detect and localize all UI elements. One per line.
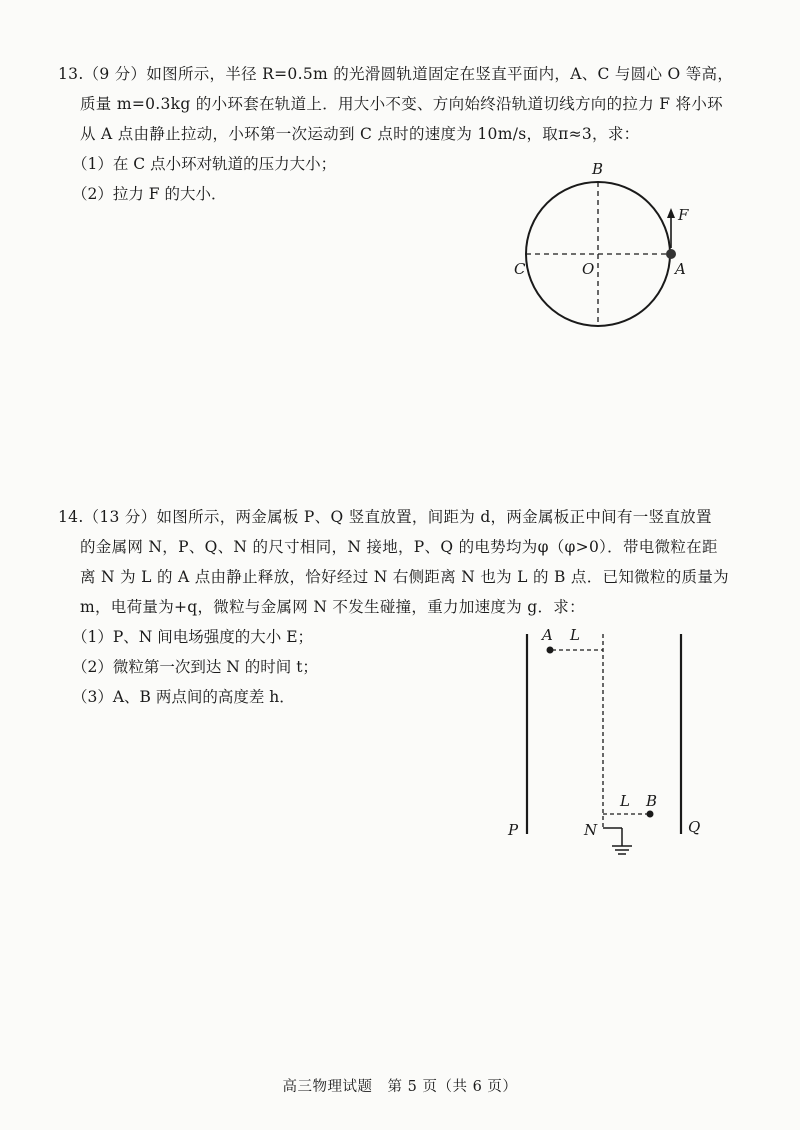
- label-B: B: [646, 792, 658, 810]
- ring-at-A: [666, 249, 676, 259]
- q13-stem-line-2: 质量 m=0.3kg 的小环套在轨道上．用大小不变、方向始终沿轨道切线方向的拉力 F 将小环: [80, 95, 723, 113]
- page-footer: 高三物理试题 第 5 页（共 6 页）: [282, 1079, 518, 1095]
- label-N: N: [584, 821, 598, 839]
- q14-subquestion-2: （2）微粒第一次到达 N 的时间 t；: [72, 658, 318, 676]
- label-A: A: [542, 626, 553, 644]
- label-C: C: [514, 260, 526, 278]
- q14-stem-line-3: 离 N 为 L 的 A 点由静止释放，恰好经过 N 右侧距离 N 也为 L 的 B 点．已知微粒的质量为: [80, 568, 729, 586]
- q14-plates-figure: [500, 620, 720, 870]
- q13-stem-line-3: 从 A 点由静止拉动，小环第一次运动到 C 点时的速度为 10m/s，取π≈3，求：: [80, 125, 640, 143]
- label-F: F: [678, 206, 689, 224]
- label-L-bottom: L: [620, 792, 630, 810]
- label-Q: Q: [688, 818, 701, 836]
- q13-subquestion-1: （1）在 C 点小环对轨道的压力大小；: [72, 155, 337, 173]
- label-O: O: [582, 260, 595, 278]
- q13-stem-line-1: 13.（9 分）如图所示，半径 R=0.5m 的光滑圆轨道固定在竖直平面内，A、C 与圆心 O 等高，: [58, 65, 734, 83]
- label-P: P: [508, 821, 519, 839]
- label-L-top: L: [570, 626, 580, 644]
- label-A: A: [675, 260, 686, 278]
- q14-stem-line-2: 的金属网 N，P、Q、N 的尺寸相同，N 接地，P、Q 的电势均为φ（φ>0）．带电微粒在距: [80, 538, 718, 556]
- q13-circle-track-figure: [500, 150, 710, 340]
- q14-subquestion-3: （3）A、B 两点间的高度差 h．: [72, 688, 295, 706]
- q13-subquestion-2: （2）拉力 F 的大小．: [72, 185, 227, 203]
- label-B: B: [592, 160, 604, 178]
- force-F-arrowhead: [667, 208, 675, 218]
- q14-stem-line-4: m，电荷量为+q，微粒与金属网 N 不发生碰撞，重力加速度为 g．求：: [80, 598, 585, 616]
- q14-stem-line-1: 14.（13 分）如图所示，两金属板 P、Q 竖直放置，间距为 d，两金属板正中间有一竖直放置: [58, 508, 712, 526]
- q14-subquestion-1: （1）P、N 间电场强度的大小 E；: [72, 628, 314, 646]
